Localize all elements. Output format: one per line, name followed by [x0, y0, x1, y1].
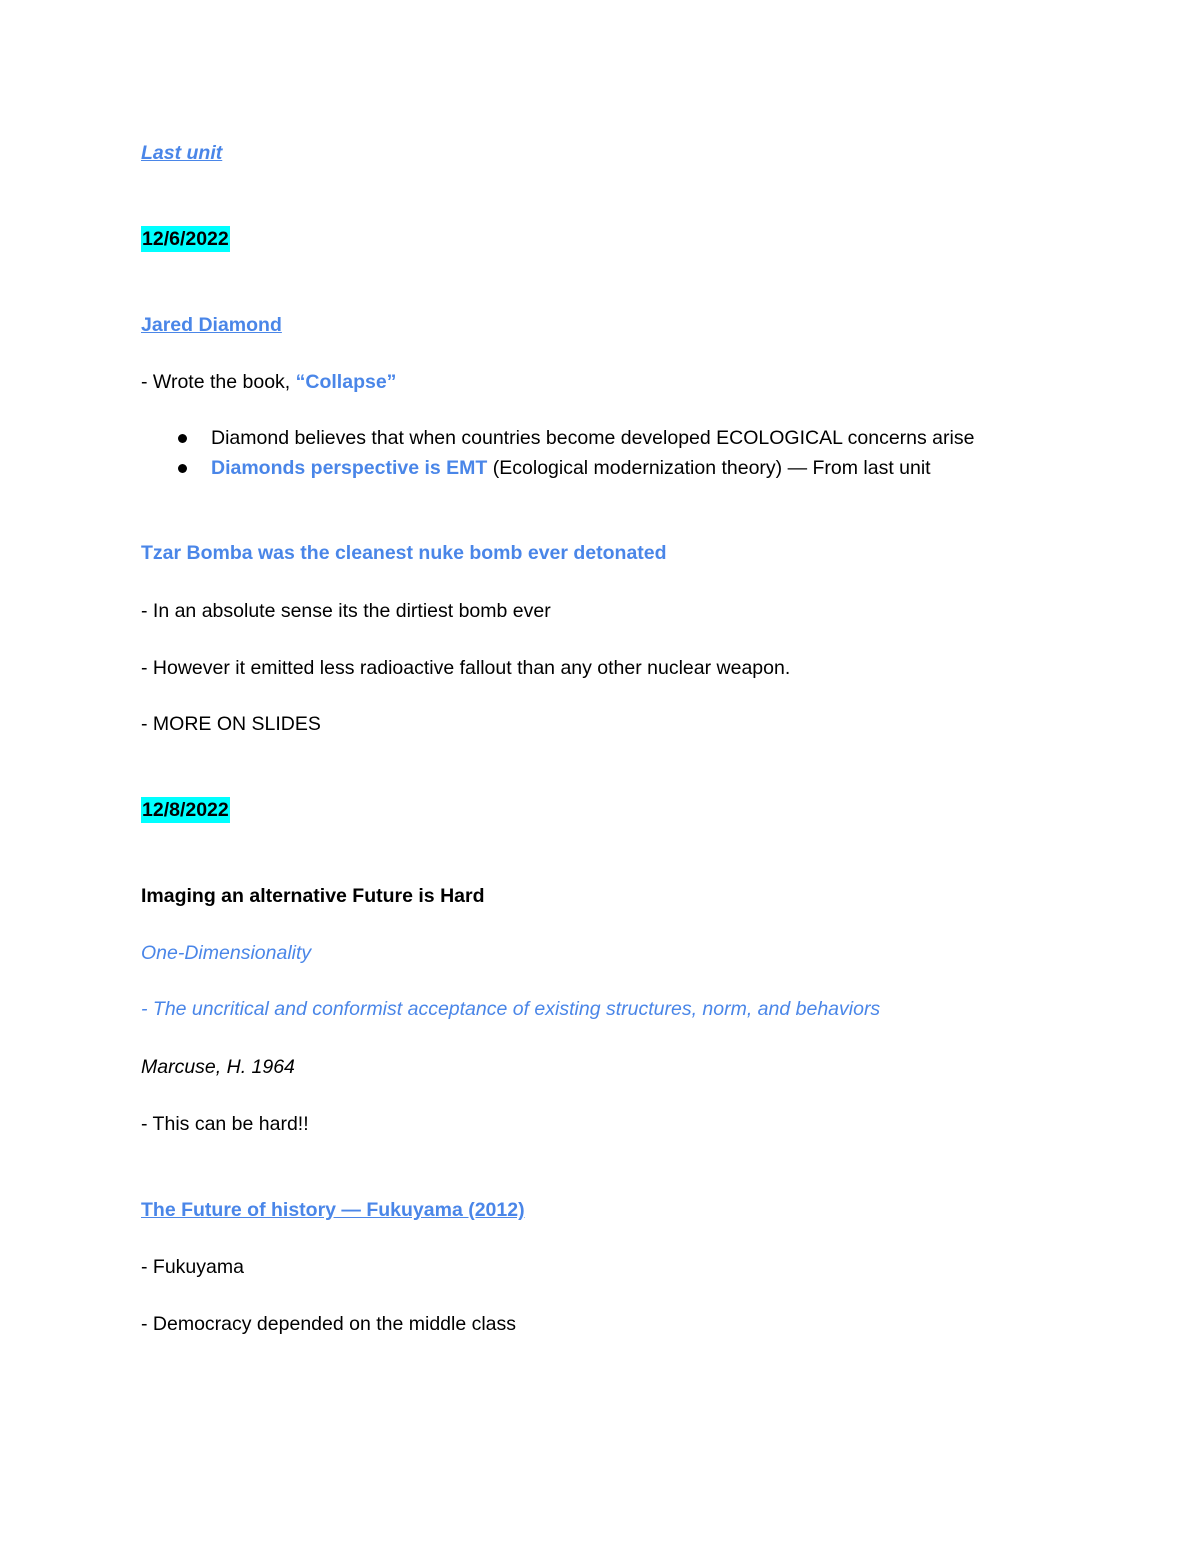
- bullet-plain-part: Diamond believes that when countries become developed ECOLOGICAL concerns arise: [211, 427, 975, 449]
- bullet-text: [211, 456, 931, 480]
- note-line: - Democracy depended on the middle class: [141, 1313, 517, 1335]
- marcuse-citation: Marcuse, H. 1964: [141, 1056, 295, 1078]
- wrote-book-line: [141, 370, 396, 394]
- bullet-plain-part: (Ecological modernization theory) — From last unit: [487, 457, 931, 479]
- note-line: - In an absolute sense its the dirtiest bomb ever: [141, 600, 551, 622]
- bullet-dot-icon: [178, 434, 187, 443]
- date-highlight-2: 12/8/2022: [142, 799, 229, 821]
- note-line: - This can be hard!!: [141, 1113, 309, 1135]
- bullet-text: [211, 426, 974, 450]
- note-line: - However it emitted less radioactive fallout than any other nuclear weapon.: [141, 657, 791, 679]
- future-of-history-heading: The Future of history — Fukuyama (2012): [141, 1199, 525, 1221]
- alternative-future-heading: Imaging an alternative Future is Hard: [141, 885, 485, 907]
- one-dimensionality-term: One-Dimensionality: [141, 942, 312, 964]
- collapse-book-title: “Collapse”: [295, 371, 397, 393]
- bullet-bold-part: Diamonds perspective is EMT: [211, 457, 488, 479]
- date-line-1: [141, 227, 230, 251]
- note-line: - MORE ON SLIDES: [141, 713, 321, 735]
- last-unit-heading: Last unit: [141, 142, 223, 164]
- wrote-book-text: - Wrote the book,: [141, 371, 296, 393]
- jared-diamond-heading: Jared Diamond: [141, 314, 282, 336]
- tzar-bomba-subheading: Tzar Bomba was the cleanest nuke bomb ever detonated: [141, 542, 667, 564]
- bullet-dot-icon: [178, 464, 187, 473]
- note-line: - Fukuyama: [141, 1256, 244, 1278]
- date-line-2: [141, 798, 230, 822]
- one-dimensionality-definition: - The uncritical and conformist acceptance of existing structures, norm, and behaviors: [141, 998, 881, 1020]
- date-highlight-1: 12/6/2022: [142, 228, 229, 250]
